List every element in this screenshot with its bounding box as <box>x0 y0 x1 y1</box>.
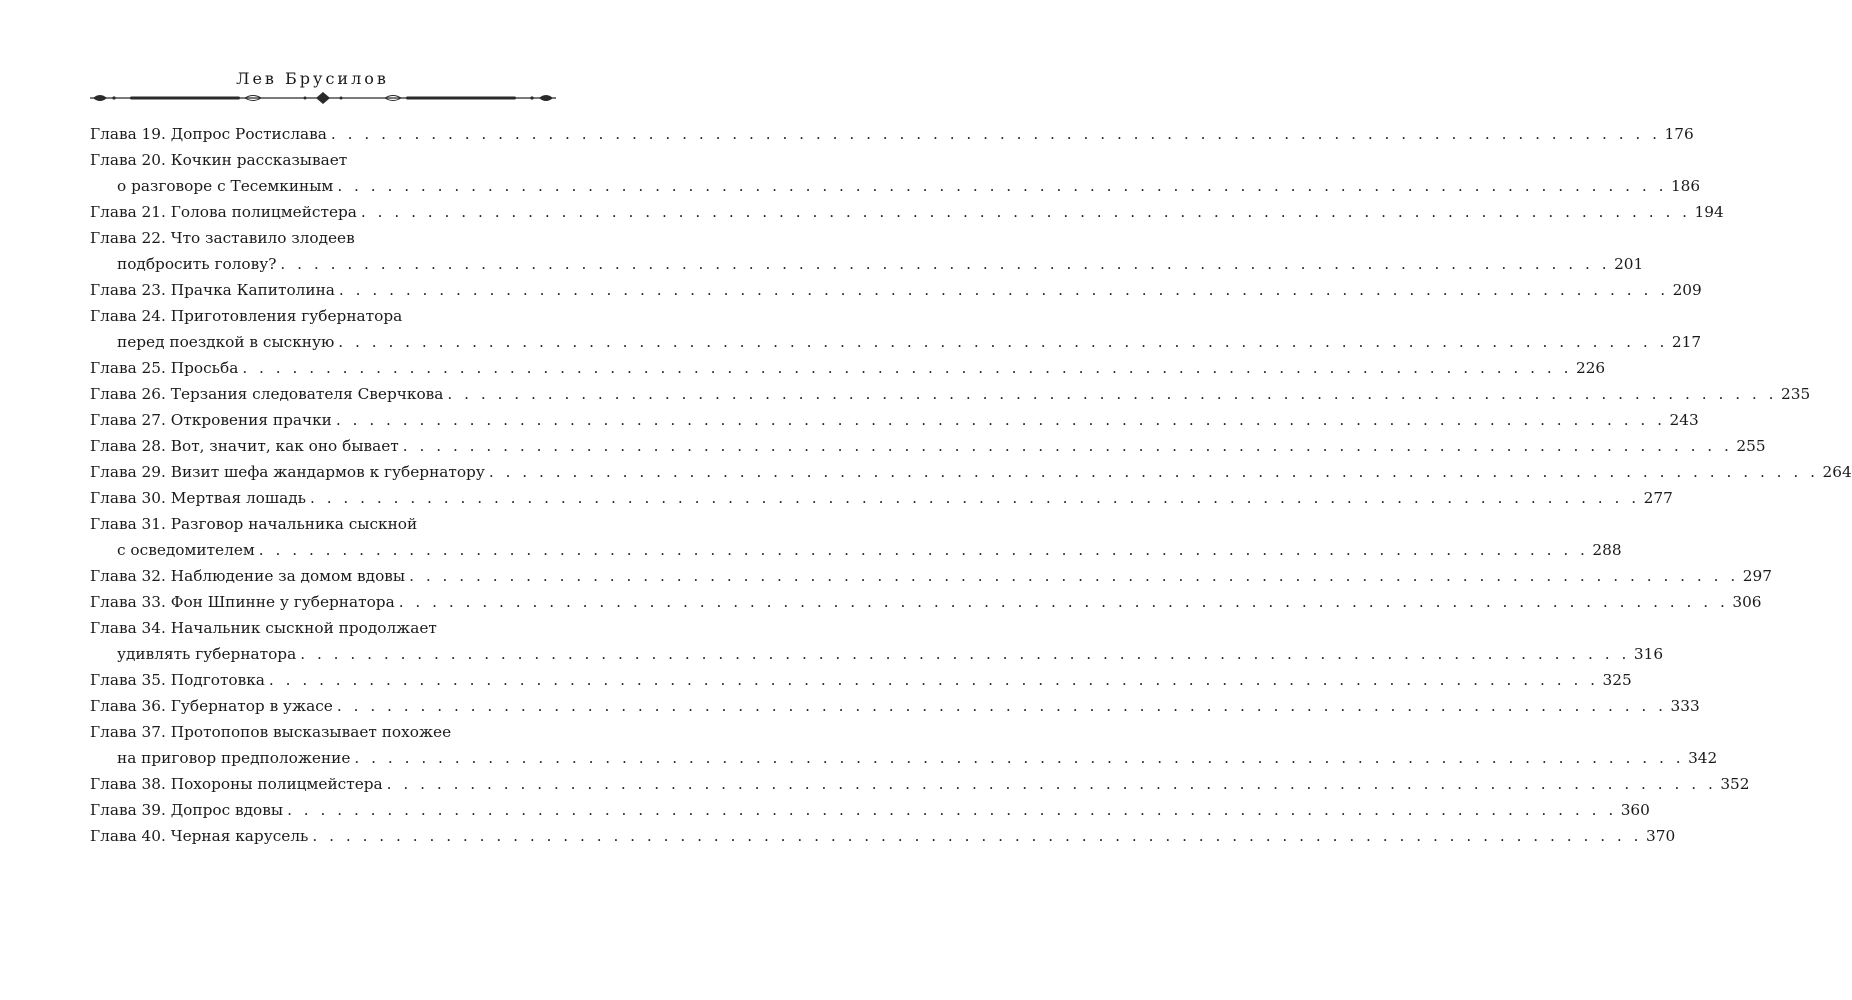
toc-entry-title: Глава 28. Вот, значит, как оно бывает <box>90 437 399 455</box>
dot-leader: . . . . . . . . . . . . . . . . . . . . . . . . . . . . . . . . . . . . . . . . . . . . . . . . . . . . . . . . . . . . . . . . . . . . . . . . . . . . . . . . <box>280 255 1611 273</box>
toc-entry <box>90 355 1606 381</box>
toc-entry <box>90 199 1724 225</box>
dot-leader: . . . . . . . . . . . . . . . . . . . . . . . . . . . . . . . . . . . . . . . . . . . . . . . . . . . . . . . . . . . . . . . . . . . . . . . . . . . . . . . . <box>354 749 1685 767</box>
toc-page-number: 333 <box>1670 697 1700 715</box>
toc-entry <box>90 485 1673 511</box>
toc-entry <box>90 121 1694 147</box>
toc-entry-title: Глава 24. Приготовления губернатора <box>90 307 403 325</box>
toc-entry-title: Глава 37. Протопопов высказывает похожее <box>90 723 452 741</box>
toc-entry <box>90 719 556 745</box>
toc-entry-title: подбросить голову? <box>117 255 277 273</box>
toc-entry <box>90 251 1644 277</box>
dot-leader: . . . . . . . . . . . . . . . . . . . . . . . . . . . . . . . . . . . . . . . . . . . . . . . . . . . . . . . . . . . . . . . . . . . . . . . . . . . . . . . . <box>338 281 1669 299</box>
toc-entry <box>90 459 1852 485</box>
toc-page-number: 243 <box>1669 411 1699 429</box>
toc-page-number: 194 <box>1694 203 1724 221</box>
toc-entry-title: Глава 35. Подготовка <box>90 671 265 689</box>
dot-leader: . . . . . . . . . . . . . . . . . . . . . . . . . . . . . . . . . . . . . . . . . . . . . . . . . . . . . . . . . . . . . . . . . . . . . . . . . . . . . . . . <box>402 437 1733 455</box>
toc-page-number: 342 <box>1688 749 1718 767</box>
toc-page-number: 360 <box>1620 801 1650 819</box>
toc-entry-title: Глава 29. Визит шефа жандармов к губернатору <box>90 463 485 481</box>
dot-leader: . . . . . . . . . . . . . . . . . . . . . . . . . . . . . . . . . . . . . . . . . . . . . . . . . . . . . . . . . . . . . . . . . . . . . . . . . . . . . . . . <box>330 125 1661 143</box>
toc-page-number: 306 <box>1732 593 1762 611</box>
toc-entry <box>90 303 556 329</box>
toc-entry <box>90 329 1702 355</box>
toc-entry-title: Глава 39. Допрос вдовы <box>90 801 284 819</box>
toc-page-number: 186 <box>1670 177 1701 195</box>
toc-page-number: 277 <box>1643 489 1673 507</box>
toc-entry <box>90 693 1700 719</box>
toc-entry-title: Глава 26. Терзания следователя Сверчкова <box>90 385 444 403</box>
toc-entry-title: Глава 33. Фон Шпинне у губернатора <box>90 593 395 611</box>
toc-entry-title: Глава 27. Откровения прачки <box>90 411 332 429</box>
toc-entry-title: с осведомителем <box>117 541 255 559</box>
dot-leader: . . . . . . . . . . . . . . . . . . . . . . . . . . . . . . . . . . . . . . . . . . . . . . . . . . . . . . . . . . . . . . . . . . . . . . . . . . . . . . . . <box>336 697 1667 715</box>
toc-entry <box>90 173 1701 199</box>
dot-leader: . . . . . . . . . . . . . . . . . . . . . . . . . . . . . . . . . . . . . . . . . . . . . . . . . . . . . . . . . . . . . . . . . . . . . . . . . . . . . . . . <box>409 567 1739 585</box>
toc-entry <box>90 537 1622 563</box>
dot-leader: . . . . . . . . . . . . . . . . . . . . . . . . . . . . . . . . . . . . . . . . . . . . . . . . . . . . . . . . . . . . . . . . . . . . . . . . . . . . . . . . <box>488 463 1819 481</box>
toc-entry <box>90 667 1632 693</box>
toc-entry <box>90 797 1650 823</box>
toc-entry-title: Глава 31. Разговор начальника сыскной <box>90 515 418 533</box>
toc-entry-title: Глава 36. Губернатор в ужасе <box>90 697 333 715</box>
toc-entry-title: Глава 38. Похороны полицмейстера <box>90 775 383 793</box>
table-of-contents <box>90 121 1852 849</box>
running-head-author: Лев Брусилов <box>236 69 389 88</box>
toc-page-number: 264 <box>1822 463 1852 481</box>
toc-page-number: 217 <box>1671 333 1702 351</box>
toc-page-number: 316 <box>1633 645 1664 663</box>
toc-entry-title: удивлять губернатора <box>117 645 297 663</box>
dot-leader: . . . . . . . . . . . . . . . . . . . . . . . . . . . . . . . . . . . . . . . . . . . . . . . . . . . . . . . . . . . . . . . . . . . . . . . . . . . . . . . . <box>309 489 1640 507</box>
toc-page-number: 255 <box>1736 437 1766 455</box>
toc-page-number: 201 <box>1614 255 1644 273</box>
toc-entry-title: Глава 22. Что заставило злодеев <box>90 229 355 247</box>
toc-page-number: 297 <box>1742 567 1772 585</box>
toc-entry-title: Глава 30. Мертвая лошадь <box>90 489 306 507</box>
dot-leader: . . . . . . . . . . . . . . . . . . . . . . . . . . . . . . . . . . . . . . . . . . . . . . . . . . . . . . . . . . . . . . . . . . . . . . . . . . . . . . . . <box>312 827 1643 845</box>
dot-leader: . . . . . . . . . . . . . . . . . . . . . . . . . . . . . . . . . . . . . . . . . . . . . . . . . . . . . . . . . . . . . . . . . . . . . . . . . . . . . . . . <box>447 385 1778 403</box>
toc-entry-title: Глава 23. Прачка Капитолина <box>90 281 335 299</box>
toc-entry-title: на приговор предположение <box>117 749 351 767</box>
toc-entry <box>90 823 1676 849</box>
dot-leader: . . . . . . . . . . . . . . . . . . . . . . . . . . . . . . . . . . . . . . . . . . . . . . . . . . . . . . . . . . . . . . . . . . . . . . . . . . . . . . . . <box>287 801 1617 819</box>
toc-entry <box>90 225 556 251</box>
toc-page-number: 209 <box>1672 281 1702 299</box>
dot-leader: . . . . . . . . . . . . . . . . . . . . . . . . . . . . . . . . . . . . . . . . . . . . . . . . . . . . . . . . . . . . . . . . . . . . . . . . . . . . . . . . <box>268 671 1599 689</box>
toc-entry <box>90 381 1811 407</box>
dot-leader: . . . . . . . . . . . . . . . . . . . . . . . . . . . . . . . . . . . . . . . . . . . . . . . . . . . . . . . . . . . . . . . . . . . . . . . . . . . . . . . . <box>242 359 1572 377</box>
toc-entry <box>90 771 1750 797</box>
toc-entry <box>90 641 1664 667</box>
toc-page-number: 176 <box>1664 125 1694 143</box>
toc-entry-title: о разговоре с Тесемкиным <box>117 177 334 195</box>
ornament-divider-icon <box>90 91 556 105</box>
toc-entry-title: Глава 20. Кочкин рассказывает <box>90 151 348 169</box>
toc-page-number: 288 <box>1592 541 1622 559</box>
toc-entry <box>90 745 1718 771</box>
toc-page-number: 325 <box>1602 671 1632 689</box>
dot-leader: . . . . . . . . . . . . . . . . . . . . . . . . . . . . . . . . . . . . . . . . . . . . . . . . . . . . . . . . . . . . . . . . . . . . . . . . . . . . . . . . <box>360 203 1691 221</box>
dot-leader: . . . . . . . . . . . . . . . . . . . . . . . . . . . . . . . . . . . . . . . . . . . . . . . . . . . . . . . . . . . . . . . . . . . . . . . . . . . . . . . . <box>398 593 1729 611</box>
dot-leader: . . . . . . . . . . . . . . . . . . . . . . . . . . . . . . . . . . . . . . . . . . . . . . . . . . . . . . . . . . . . . . . . . . . . . . . . . . . . . . . . <box>337 177 1667 195</box>
toc-entry-title: Глава 25. Просьба <box>90 359 239 377</box>
toc-entry <box>90 589 1762 615</box>
toc-entry <box>90 511 556 537</box>
toc-entry-title: перед поездкой в сыскную <box>117 333 335 351</box>
toc-entry <box>90 277 1702 303</box>
toc-entry <box>90 407 1699 433</box>
dot-leader: . . . . . . . . . . . . . . . . . . . . . . . . . . . . . . . . . . . . . . . . . . . . . . . . . . . . . . . . . . . . . . . . . . . . . . . . . . . . . . . . <box>338 333 1668 351</box>
toc-entry-title: Глава 32. Наблюдение за домом вдовы <box>90 567 406 585</box>
toc-page-number: 235 <box>1781 385 1811 403</box>
toc-entry <box>90 615 556 641</box>
toc-entry-title: Глава 21. Голова полицмейстера <box>90 203 357 221</box>
toc-page-number: 226 <box>1575 359 1606 377</box>
toc-entry <box>90 433 1766 459</box>
toc-page-number: 352 <box>1720 775 1750 793</box>
toc-entry <box>90 563 1772 589</box>
dot-leader: . . . . . . . . . . . . . . . . . . . . . . . . . . . . . . . . . . . . . . . . . . . . . . . . . . . . . . . . . . . . . . . . . . . . . . . . . . . . . . . . <box>300 645 1630 663</box>
dot-leader: . . . . . . . . . . . . . . . . . . . . . . . . . . . . . . . . . . . . . . . . . . . . . . . . . . . . . . . . . . . . . . . . . . . . . . . . . . . . . . . . <box>335 411 1666 429</box>
toc-entry <box>90 147 556 173</box>
toc-page-number: 370 <box>1646 827 1676 845</box>
toc-entry-title: Глава 34. Начальник сыскной продолжает <box>90 619 437 637</box>
dot-leader: . . . . . . . . . . . . . . . . . . . . . . . . . . . . . . . . . . . . . . . . . . . . . . . . . . . . . . . . . . . . . . . . . . . . . . . . . . . . . . . . <box>258 541 1589 559</box>
toc-entry-title: Глава 19. Допрос Ростислава <box>90 125 327 143</box>
dot-leader: . . . . . . . . . . . . . . . . . . . . . . . . . . . . . . . . . . . . . . . . . . . . . . . . . . . . . . . . . . . . . . . . . . . . . . . . . . . . . . . . <box>386 775 1717 793</box>
toc-entry-title: Глава 40. Черная карусель <box>90 827 309 845</box>
